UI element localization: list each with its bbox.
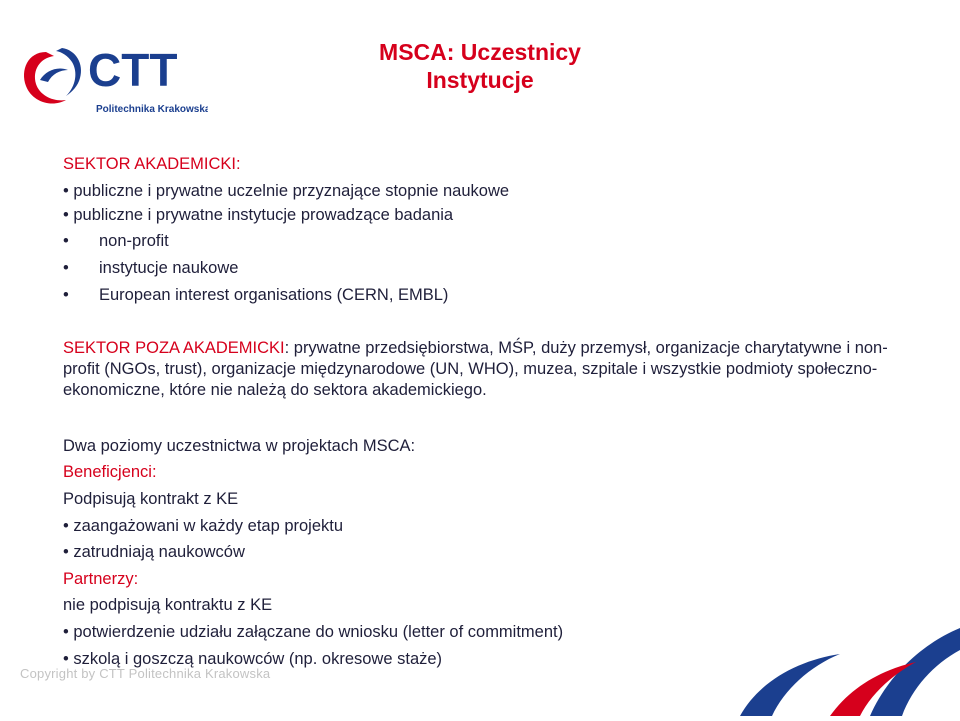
svg-text:CTT: CTT (88, 44, 178, 96)
beneficiaries-sign: Podpisują kontrakt z KE (63, 490, 239, 508)
participation-intro: Dwa poziomy uczestnictwa w projektach MSCA: (63, 437, 416, 455)
bullet: • (63, 650, 74, 668)
academic-heading: SEKTOR AKADEMICKI: (63, 155, 241, 173)
swoosh-icon (720, 610, 960, 716)
academic-item: • publiczne i prywatne uczelnie przyznające stopnie naukowe (63, 182, 510, 200)
title-line-1: MSCA: Uczestnicy (379, 39, 581, 65)
bullet: • (63, 259, 69, 277)
non-academic-body: : prywatne przedsiębiorstwa, MŚP, duży przemysł, organizacje charytatywne i non-profit (NGOs, trust), organizacje międzynarodowe (UN, WHO), muzea, szpitale i wszystkie podmioty społeczno-ekonomiczne, które nie należą do sektora akademickiego. (63, 339, 888, 399)
bullet: • (63, 517, 74, 535)
partners-item: • szkolą i goszczą naukowców (np. okresowe staże) (63, 650, 443, 668)
ctt-logo (18, 40, 208, 120)
corner-swoosh-graphic (720, 610, 960, 716)
non-academic-paragraph (63, 338, 923, 401)
partners-item: • potwierdzenie udziału załączane do wniosku (letter of commitment) (63, 623, 564, 641)
beneficiaries-heading: Beneficjenci: (63, 463, 157, 481)
partners-sign: nie podpisują kontraktu z KE (63, 596, 273, 614)
bullet: • (63, 232, 69, 250)
copyright-text: Copyright by CTT Politechnika Krakowska (20, 666, 271, 681)
beneficiaries-item: • zaangażowani w każdy etap projektu (63, 517, 344, 535)
slide-title (330, 38, 630, 94)
bullet: • (63, 182, 74, 200)
academic-item: • publiczne i prywatne instytucje prowadzące badania (63, 206, 454, 224)
bullet: • (63, 286, 69, 304)
svg-text:Politechnika Krakowska: Politechnika Krakowska (96, 104, 208, 115)
title-line-2: Instytucje (426, 67, 534, 93)
bullet: • (63, 623, 74, 641)
beneficiaries-item: • zatrudniają naukowców (63, 543, 245, 561)
partners-heading: Partnerzy: (63, 570, 139, 588)
bullet: • (63, 206, 74, 224)
academic-item: • European interest organisations (CERN, EMBL) (63, 286, 449, 304)
academic-item: • instytucje naukowe (63, 259, 239, 277)
ctt-logo-mark (18, 40, 208, 120)
academic-item: • non-profit (63, 232, 169, 250)
bullet: • (63, 543, 74, 561)
non-academic-heading: SEKTOR POZA AKADEMICKI (63, 339, 285, 357)
